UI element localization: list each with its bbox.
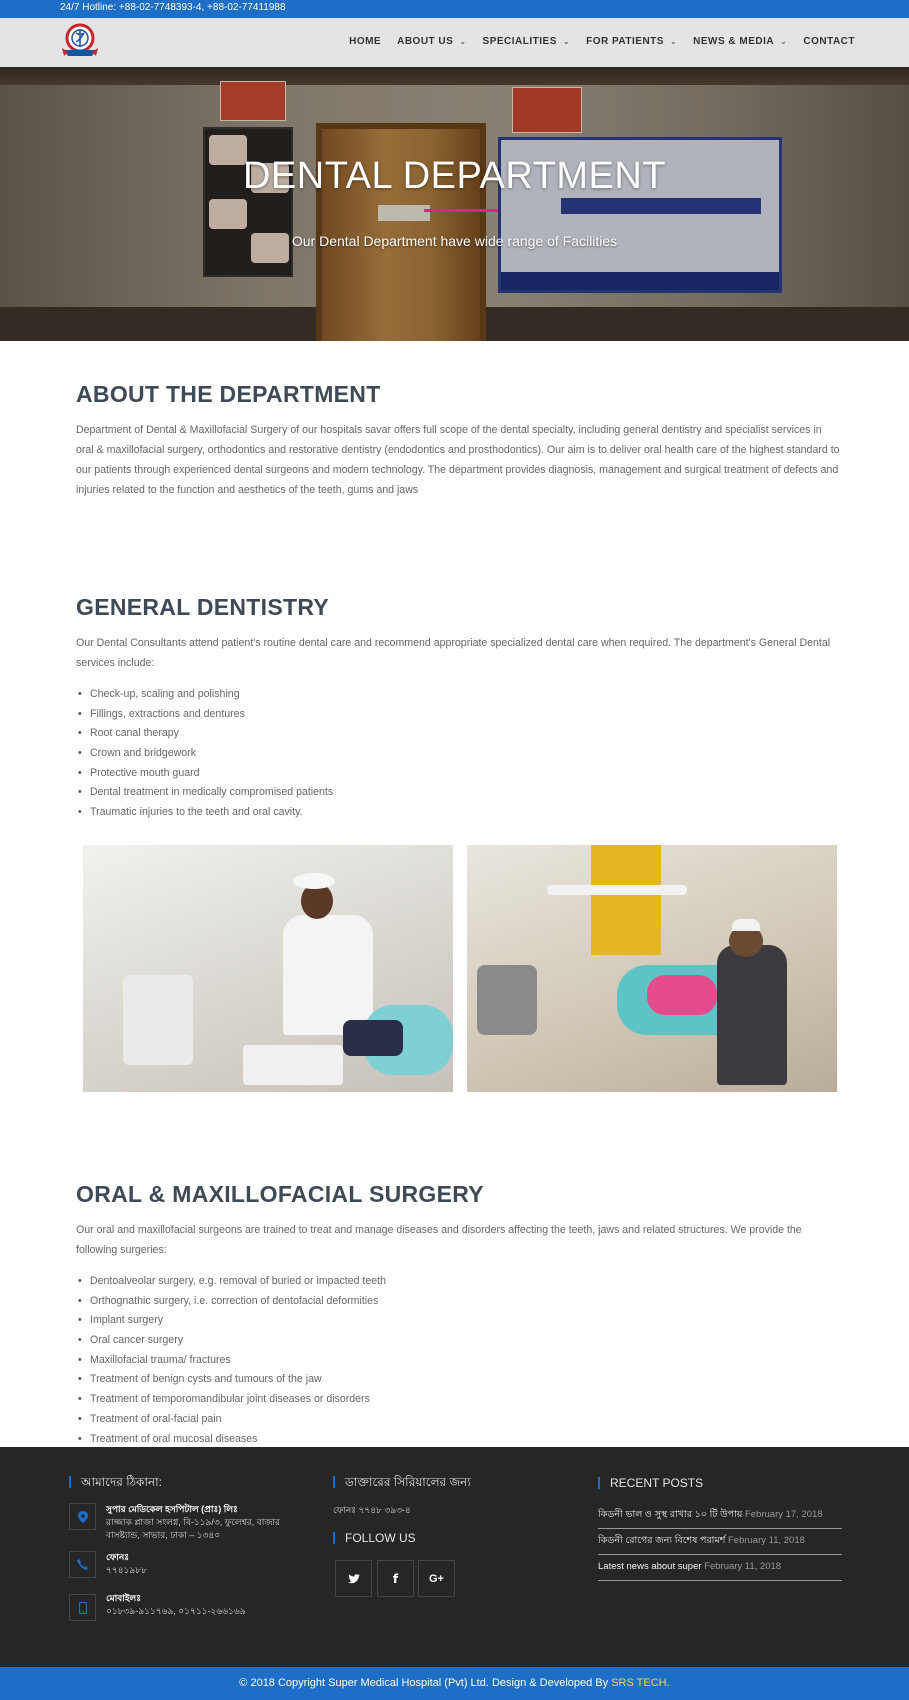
nav-specialities-label: SPECIALITIES: [482, 36, 557, 47]
mobile-label: মোবাইলঃ: [106, 1593, 142, 1603]
post-title[interactable]: কিডনী ভাল ও সুস্থ রাখার ১০ টি উপায়: [598, 1509, 743, 1520]
hotline-bar: [0, 0, 909, 18]
mobile-icon: [69, 1594, 96, 1621]
serial-phone[interactable]: ফোনঃ ৭৭৪৮ ৩৯৩-৪: [333, 1505, 411, 1515]
facebook-button[interactable]: [377, 1560, 414, 1597]
list-item: • Implant surgery: [78, 1311, 386, 1331]
dental-surgery-photo: [467, 845, 837, 1092]
nav-contact[interactable]: [803, 36, 855, 47]
recent-post-item[interactable]: [598, 1503, 842, 1529]
facebook-icon: f: [392, 1571, 399, 1586]
nav-specialities[interactable]: [483, 36, 571, 47]
twitter-button[interactable]: [335, 1560, 372, 1597]
list-item: • Protective mouth guard: [78, 764, 333, 784]
list-item: • Traumatic injuries to the teeth and oral cavity.: [78, 803, 333, 823]
about-body: Department of Dental & Maxillofacial Surgery of our hospitals savar offers full scope of the dental specialty, including general dentistry and specialist services in oral & maxillofacial surgery, orthodontics and restorative dentistry (endodontics and prosthodontics). Our aim is to deliver oral health care of the highest standard to our patients through experienced dental surgeons and modern technology. The department provides diagnosis, management and surgical treatment of defects and injuries related to the function and aesthetics of the teeth, gums and jaws: [76, 424, 840, 496]
post-title[interactable]: কিডনী রোগের জন্য বিশেষ পরামর্শ: [598, 1535, 726, 1546]
chevron-down-icon: ⌄: [459, 37, 467, 46]
list-item: • Treatment of temporomandibular joint diseases or disorders: [78, 1390, 386, 1410]
developer-link[interactable]: SRS TECH.: [611, 1677, 670, 1689]
location-pin-icon: [69, 1503, 96, 1530]
dentist-treating-child-photo: [83, 845, 453, 1092]
nav-about-us[interactable]: [397, 36, 466, 47]
nav-home[interactable]: [349, 36, 381, 47]
nav-for-patients[interactable]: [586, 36, 677, 47]
list-item: • Maxillofacial trauma/ fractures: [78, 1351, 386, 1371]
list-item: • Dentoalveolar surgery, e.g. removal of buried or impacted teeth: [78, 1272, 386, 1292]
hero-banner: [0, 67, 909, 341]
nav-news-media[interactable]: [693, 36, 787, 47]
chevron-down-icon: ⌄: [562, 37, 571, 46]
chevron-down-icon: ⌄: [780, 37, 788, 46]
hero-overlay: [0, 67, 909, 341]
general-intro: Our Dental Consultants attend patient's routine dental care and recommend appropriate specialized dental care when required. The department's General Dental services include:: [76, 637, 831, 669]
nav-home-label: HOME: [349, 36, 382, 47]
post-title[interactable]: Latest news about super: [598, 1561, 702, 1572]
list-item: • Fillings, extractions and dentures: [78, 705, 333, 725]
hero-subtitle: Our Dental Department have wide range of Facilities: [291, 233, 618, 249]
nav-about-us-label: ABOUT US: [397, 36, 454, 47]
post-date: February 17, 2018: [744, 1509, 823, 1520]
list-item: • Treatment of benign cysts and tumours of the jaw: [78, 1370, 386, 1390]
list-item: • Root canal therapy: [78, 724, 333, 744]
phone-label: ফোনঃ: [106, 1552, 130, 1562]
nav-for-patients-label: FOR PATIENTS: [586, 36, 664, 47]
copyright-text: © 2018 Copyright Super Medical Hospital (Pvt) Ltd. Design & Developed By: [239, 1677, 612, 1689]
address-name: সুপার মেডিকেল হসপিটাল (প্রাঃ) লিঃ: [106, 1504, 238, 1514]
chevron-down-icon: ⌄: [669, 37, 678, 46]
general-title: GENERAL DENTISTRY: [76, 594, 330, 620]
about-title: ABOUT THE DEPARTMENT: [76, 381, 381, 407]
recent-posts-title: RECENT POSTS: [598, 1477, 703, 1489]
recent-post-item[interactable]: [598, 1555, 842, 1581]
post-date: February 11, 2018: [727, 1535, 805, 1546]
mobile-block: [106, 1592, 326, 1618]
address-block: [106, 1503, 306, 1542]
address-title: আমাদের ঠিকানা:: [69, 1476, 162, 1488]
list-item: • Orthognathic surgery, i.e. correction of dentofacial deformities: [78, 1292, 386, 1312]
hero-divider: [424, 209, 498, 212]
post-date: February 11, 2018: [704, 1561, 782, 1572]
list-item: • Dental treatment in medically compromised patients: [78, 783, 333, 803]
google-plus-button[interactable]: [418, 1560, 455, 1597]
list-item: • Crown and bridgework: [78, 744, 333, 764]
nav-contact-label: CONTACT: [803, 36, 855, 47]
list-item: • Oral cancer surgery: [78, 1331, 386, 1351]
general-services-list: [78, 685, 333, 823]
phone-icon: [69, 1551, 96, 1578]
phone-value[interactable]: ৭৭৪১৯৮৮: [106, 1565, 147, 1575]
oral-surgery-list: [78, 1272, 386, 1449]
list-item: • Treatment of oral mucosal diseases: [78, 1430, 386, 1450]
google-plus-icon: G+: [429, 1572, 444, 1585]
hotline-text: 24/7 Hotline: +88-02-7748393-4, +88-02-77411988: [60, 2, 286, 13]
list-item: • Treatment of oral-facial pain: [78, 1410, 386, 1430]
oral-surgery-intro: Our oral and maxillofacial surgeons are trained to treat and manage diseases and disorders affecting the teeth, jaws and related structures. We provide the following surgeries:: [76, 1224, 802, 1256]
serial-title: ডাক্তারের সিরিয়ালের জন্য: [333, 1476, 471, 1488]
follow-us-title: FOLLOW US: [333, 1532, 416, 1544]
address-line: রাজ্জাক প্লাজা সংলগ্ন, বি-১১৯/৩, ফুলেশ্বর, বাজার বাসষ্ট্যান্ড, সাভার, ঢাকা – ১৩৪০: [106, 1517, 280, 1540]
phone-block: [106, 1551, 306, 1577]
hero-title: DENTAL DEPARTMENT: [242, 155, 667, 197]
hospital-logo[interactable]: [58, 22, 102, 62]
site-header: [0, 18, 909, 67]
list-item: • Check-up, scaling and polishing: [78, 685, 333, 705]
twitter-icon: [348, 1574, 360, 1584]
copyright-bar: [0, 1667, 909, 1700]
mobile-value[interactable]: ০১৮৩৯-৯১১৭৬৯, ০১৭১১-২৬৬১৬৯: [106, 1606, 246, 1616]
oral-surgery-title: ORAL & MAXILLOFACIAL SURGERY: [76, 1181, 484, 1207]
recent-post-item[interactable]: [598, 1529, 842, 1555]
nav-news-media-label: NEWS & MEDIA: [693, 36, 775, 47]
main-nav: [333, 36, 855, 47]
